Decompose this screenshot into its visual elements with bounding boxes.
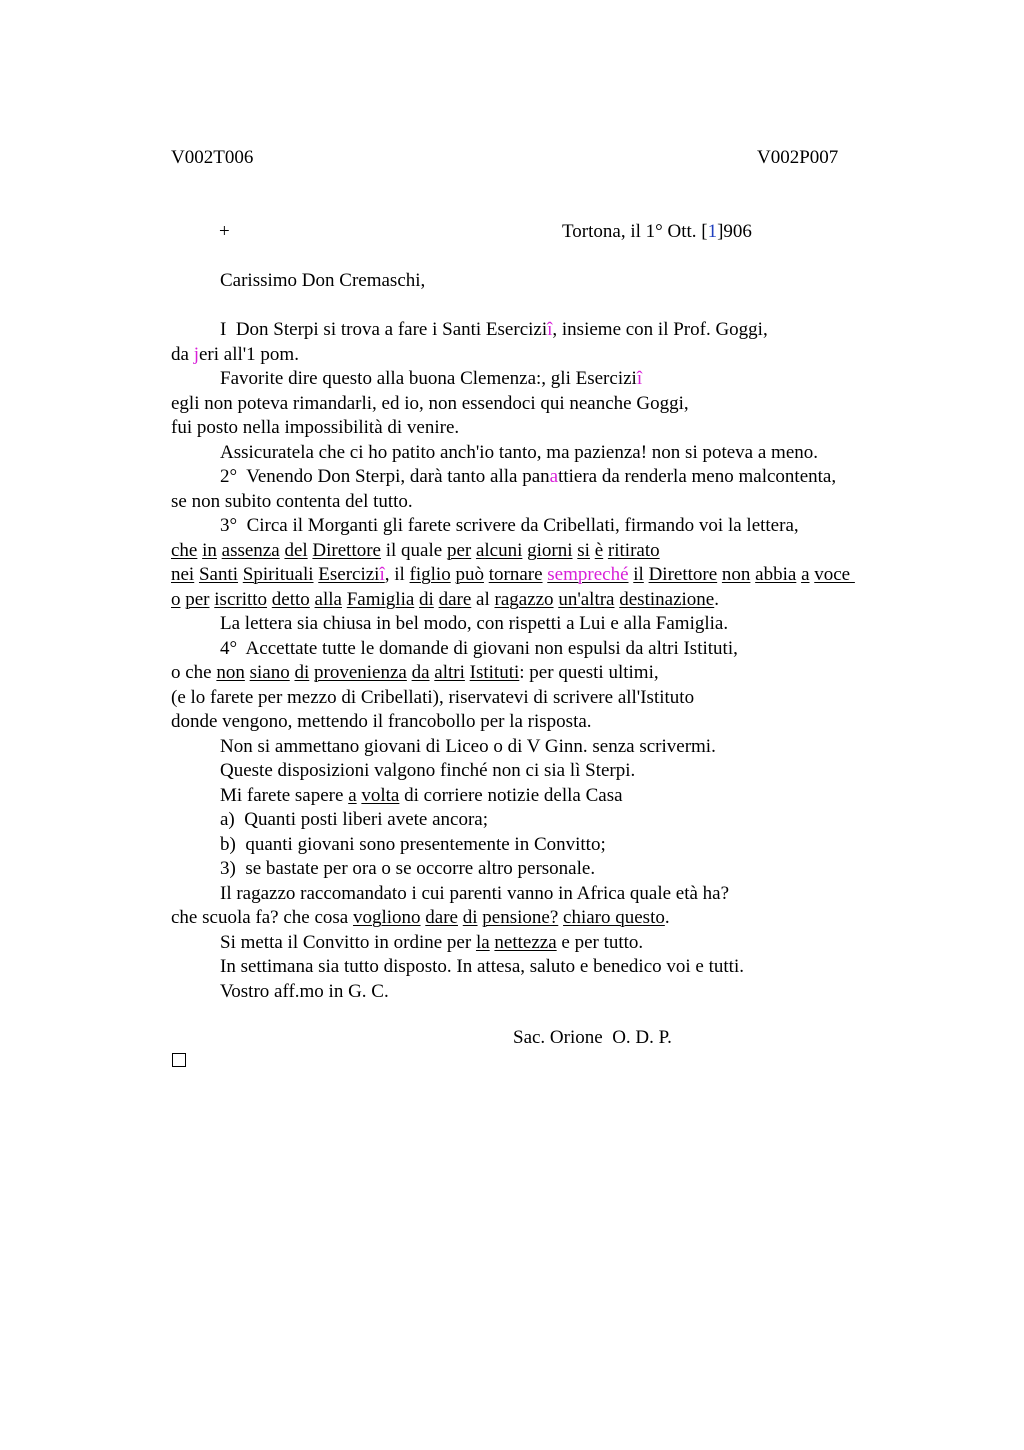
text-segment: donde vengono, mettendo il francobollo per la risposta. bbox=[171, 711, 592, 732]
text-segment: b) quanti giovani sono presentemente in Convitto; bbox=[220, 833, 606, 855]
letter-line bbox=[171, 735, 931, 760]
underlined-word: destinazione bbox=[619, 588, 715, 610]
text-segment: , il bbox=[384, 564, 410, 585]
underlined-word: di bbox=[419, 588, 434, 610]
underlined-word: Santi bbox=[198, 564, 239, 585]
end-marker-box bbox=[172, 1053, 186, 1067]
underlined-word: la bbox=[475, 931, 490, 953]
underlined-word: di bbox=[294, 662, 310, 683]
underlined-word: per bbox=[185, 588, 210, 610]
underlined-word: non bbox=[216, 662, 245, 683]
place-date-suffix: ]906 bbox=[717, 221, 752, 242]
letter-line bbox=[171, 416, 931, 441]
letter-line bbox=[171, 882, 931, 907]
text-segment: a bbox=[549, 466, 559, 487]
underlined-word: ritirato bbox=[607, 539, 660, 561]
text-segment: î bbox=[547, 319, 553, 340]
letter-line bbox=[171, 343, 931, 368]
letter-line bbox=[171, 465, 931, 490]
text-segment: ttiera da renderla meno malcontenta, bbox=[558, 466, 837, 487]
text-segment: e per tutto. bbox=[556, 931, 644, 953]
text-segment: Non si ammettano giovani di Liceo o di V Ginn. senza scrivermi. bbox=[220, 735, 716, 757]
text-segment: il quale bbox=[380, 539, 447, 561]
text-segment: fui posto nella impossibilità di venire. bbox=[171, 417, 460, 438]
letter-line bbox=[171, 441, 931, 466]
letter-line bbox=[171, 490, 931, 515]
letter-line bbox=[171, 955, 931, 980]
underlined-word: a bbox=[348, 784, 357, 806]
letter-line bbox=[171, 759, 931, 784]
document-code-left: V002T006 bbox=[171, 147, 254, 168]
underlined-word: un'altra bbox=[558, 588, 615, 610]
letter-line bbox=[171, 661, 931, 686]
underlined-word: pensione? bbox=[482, 907, 559, 928]
underlined-word: iscritto bbox=[214, 588, 268, 610]
place-date-prefix: Tortona, il 1° Ott. [ bbox=[562, 221, 708, 242]
underlined-word: nettezza bbox=[494, 931, 557, 953]
text-segment: Si metta il Convitto in ordine per bbox=[220, 931, 476, 953]
letter-line bbox=[171, 980, 931, 1005]
text-segment: da bbox=[171, 343, 194, 365]
text-segment: j bbox=[193, 343, 199, 365]
text-segment: egli non poteva rimandarli, ed io, non essendoci qui neanche Goggi, bbox=[171, 392, 689, 414]
underlined-word: nei bbox=[171, 564, 195, 585]
salutation: Carissimo Don Cremaschi, bbox=[220, 270, 426, 291]
underlined-word: Direttore bbox=[312, 539, 381, 561]
letter-line bbox=[171, 392, 931, 417]
letter-line bbox=[171, 686, 931, 711]
underlined-word: dare bbox=[438, 588, 472, 610]
underlined-word: altri bbox=[434, 662, 465, 683]
underlined-word: tornare bbox=[488, 564, 543, 585]
underlined-word: sempreché bbox=[547, 564, 629, 585]
text-segment: eri all'1 pom. bbox=[198, 343, 299, 365]
text-segment: . bbox=[714, 588, 719, 610]
text-segment: La lettera sia chiusa in bel modo, con rispetti a Lui e alla Famiglia. bbox=[220, 613, 729, 634]
text-segment: Assicuratela che ci ho patito anch'io tanto, ma pazienza! non si poteva a meno. bbox=[220, 441, 819, 463]
letter-line bbox=[171, 367, 931, 392]
underlined-word: giorni bbox=[527, 539, 573, 561]
letter-line bbox=[171, 710, 931, 735]
document-code-right: V002P007 bbox=[757, 147, 839, 168]
underlined-word: di bbox=[462, 907, 478, 928]
letter-line bbox=[171, 808, 931, 833]
underlined-word: è bbox=[594, 539, 604, 561]
underlined-word: alcuni bbox=[475, 539, 523, 561]
underlined-word: in bbox=[202, 539, 217, 561]
text-segment: (e lo farete per mezzo di Cribellati), riservatevi di scrivere all'Istituto bbox=[171, 686, 695, 708]
letter-line bbox=[171, 318, 931, 343]
cross-symbol: + bbox=[219, 221, 230, 242]
text-segment: a) Quanti posti liberi avete ancora; bbox=[220, 809, 489, 830]
text-segment: Favorite dire questo alla buona Clemenza:, gli Esercizi bbox=[220, 368, 637, 389]
letter-line bbox=[171, 833, 931, 858]
underlined-word: o bbox=[171, 588, 181, 610]
text-segment: Queste disposizioni valgono finché non ci sia lì Sterpi. bbox=[220, 760, 636, 781]
underlined-word: assenza bbox=[221, 539, 280, 561]
place-date bbox=[562, 221, 752, 243]
text-segment: 2° Venendo Don Sterpi, darà tanto alla pan bbox=[220, 466, 550, 487]
text-segment: I Don Sterpi si trova a fare i Santi Esercizi bbox=[220, 319, 548, 340]
underlined-word: figlio bbox=[409, 564, 451, 585]
letter-line bbox=[171, 906, 931, 931]
underlined-word: che bbox=[171, 539, 198, 561]
letter-line bbox=[171, 514, 931, 539]
underlined-word: può bbox=[455, 564, 484, 585]
underlined-word: siano bbox=[249, 662, 290, 683]
underlined-word: non bbox=[721, 564, 751, 585]
underlined-word: Direttore bbox=[648, 564, 718, 585]
underlined-word: volta bbox=[361, 784, 400, 806]
underlined-word: per bbox=[446, 539, 472, 561]
text-segment: 3° Circa il Morganti gli farete scrivere da Cribellati, firmando voi la lettera, bbox=[220, 515, 799, 536]
underlined-word: detto bbox=[271, 588, 310, 610]
text-segment: 3) se bastate per ora o se occorre altro personale. bbox=[220, 858, 596, 879]
letter-line bbox=[171, 563, 931, 588]
text-segment: di corriere notizie della Casa bbox=[399, 784, 623, 806]
underlined-word: del bbox=[284, 539, 308, 561]
underlined-word: ragazzo bbox=[494, 588, 554, 610]
letter-line bbox=[171, 588, 931, 613]
letter-line bbox=[171, 931, 931, 956]
letter-line bbox=[171, 637, 931, 662]
text-segment: se non subito contenta del tutto. bbox=[171, 490, 413, 512]
letter-line bbox=[171, 784, 931, 809]
underlined-word: Istituti bbox=[469, 662, 520, 683]
underlined-word: voce bbox=[814, 564, 855, 585]
text-segment: î bbox=[636, 368, 643, 389]
letter-line bbox=[171, 539, 931, 564]
underlined-word: alla bbox=[314, 588, 342, 610]
text-segment: al bbox=[471, 588, 495, 610]
underlined-word: si bbox=[577, 539, 590, 561]
underlined-word: chiaro questo bbox=[563, 907, 665, 928]
text-segment: o che bbox=[171, 662, 217, 683]
underlined-word: î bbox=[379, 564, 385, 585]
text-segment: Vostro aff.mo in G. C. bbox=[220, 980, 389, 1002]
underlined-word: Famiglia bbox=[346, 588, 415, 610]
underlined-word: da bbox=[411, 662, 430, 683]
letter-body bbox=[171, 318, 931, 1004]
text-segment: In settimana sia tutto disposto. In attesa, saluto e benedico voi e tutti. bbox=[220, 956, 744, 977]
text-segment: che scuola fa? che cosa bbox=[171, 907, 353, 928]
underlined-word: abbia bbox=[755, 564, 797, 585]
signature: Sac. Orione O. D. P. bbox=[513, 1027, 672, 1048]
text-segment: , insieme con il Prof. Goggi, bbox=[552, 319, 768, 340]
underlined-word: Spirituali bbox=[242, 564, 314, 585]
text-segment: 4° Accettate tutte le domande di giovani non espulsi da altri Istituti, bbox=[220, 637, 738, 659]
text-segment: Il ragazzo raccomandato i cui parenti vanno in Africa quale età ha? bbox=[220, 882, 730, 904]
text-segment: : per questi ultimi, bbox=[519, 662, 659, 683]
letter-line bbox=[171, 857, 931, 882]
underlined-word: vogliono bbox=[352, 907, 421, 928]
letter-line bbox=[171, 612, 931, 637]
underlined-word: il bbox=[633, 564, 644, 585]
text-segment: Mi farete sapere bbox=[220, 784, 349, 806]
underlined-word: Esercizi bbox=[318, 564, 380, 585]
underlined-word: provenienza bbox=[314, 662, 407, 683]
underlined-word: dare bbox=[425, 907, 458, 928]
underlined-word: a bbox=[801, 564, 810, 585]
place-date-bracketed: 1 bbox=[707, 221, 718, 242]
text-segment: . bbox=[664, 907, 670, 928]
